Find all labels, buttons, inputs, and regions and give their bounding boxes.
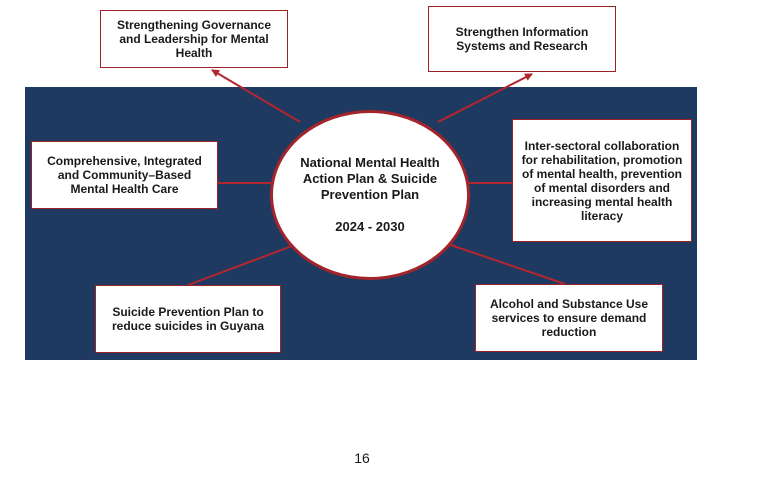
connector-suicide-prevention: [188, 246, 292, 285]
hub-title: National Mental Health Action Plan & Suicide Prevention Plan: [300, 155, 440, 202]
pillar-information-systems-label: Strengthen Information Systems and Research: [455, 25, 589, 53]
pillar-intersectoral: [512, 119, 692, 242]
pillar-information-systems: [428, 6, 616, 72]
hub-years: 2024 - 2030: [335, 219, 405, 234]
connector-substance-use: [442, 242, 565, 284]
pillar-intersectoral-label: Inter-sectoral collaboration for rehabilitation, promotion of mental health, prevention of mental disorders and increasing mental health literacy: [521, 138, 683, 223]
connector-information: [438, 74, 532, 122]
pillar-substance-use: [475, 284, 663, 352]
connector-governance: [212, 70, 300, 122]
pillar-community-care: [31, 141, 218, 209]
page-number: 16: [354, 450, 370, 466]
central-plan-hub: [270, 110, 470, 280]
pillar-substance-use-label: Alcohol and Substance Use services to ensure demand reduction: [489, 297, 649, 339]
pillar-governance-label: Strengthening Governance and Leadership for Mental Health: [116, 18, 272, 60]
pillar-community-care-label: Comprehensive, Integrated and Community–Based Mental Health Care: [47, 154, 202, 196]
pillar-suicide-prevention-label: Suicide Prevention Plan to reduce suicides in Guyana: [111, 305, 265, 333]
pillar-suicide-prevention: [95, 285, 281, 353]
pillar-governance: [100, 10, 288, 68]
